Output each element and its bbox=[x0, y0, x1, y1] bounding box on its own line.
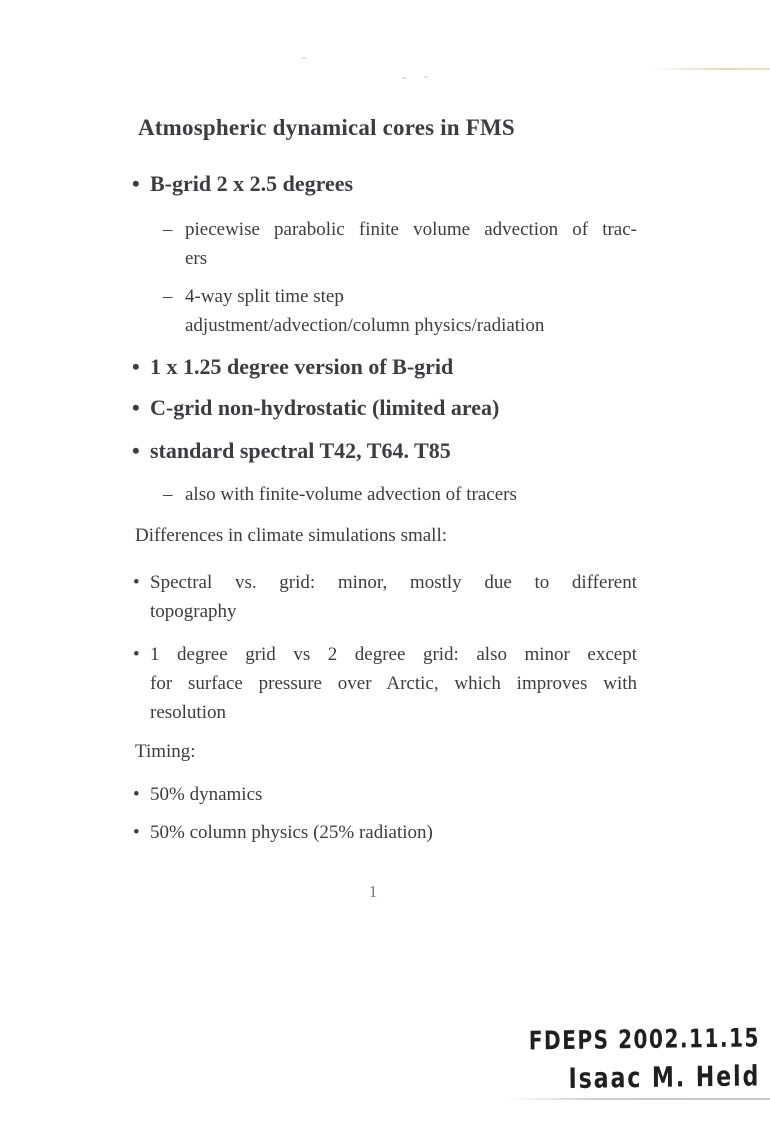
bullet-icon: • bbox=[133, 784, 140, 805]
bullet-item bbox=[133, 568, 637, 626]
handwritten-note bbox=[529, 1022, 761, 1098]
paragraph bbox=[135, 522, 637, 550]
dash-icon: – bbox=[163, 219, 173, 240]
dash-item bbox=[163, 215, 637, 273]
dash-icon: – bbox=[163, 286, 173, 307]
dash-text-line: piecewise parabolic finite volume advection of trac- bbox=[185, 219, 637, 240]
handwritten-event-date: FDEPS 2002.11.15 bbox=[528, 1023, 761, 1056]
bullet-text: 50% dynamics bbox=[150, 784, 263, 805]
bullet-text-line: resolution bbox=[150, 702, 226, 723]
dash-text-line: 4-way split time step bbox=[185, 286, 344, 307]
bullet-icon: • bbox=[133, 822, 140, 843]
dash-icon: – bbox=[163, 484, 173, 505]
bullet-text: C-grid non-hydrostatic (limited area) bbox=[150, 395, 500, 420]
bullet-icon: • bbox=[132, 171, 140, 196]
bullet-text: 50% column physics (25% radiation) bbox=[150, 822, 433, 843]
handwritten-author-name: Isaac M. Held bbox=[568, 1061, 761, 1096]
bullet-item bbox=[133, 818, 637, 847]
page-number: 1 bbox=[368, 882, 378, 901]
bullet-text: standard spectral T42, T64. T85 bbox=[150, 438, 451, 463]
dash-text-line: also with finite-volume advection of tracers bbox=[185, 484, 517, 505]
bullet-icon: • bbox=[132, 438, 140, 463]
bullet-item bbox=[133, 780, 637, 809]
bullet-icon: • bbox=[133, 572, 140, 593]
paragraph bbox=[135, 738, 637, 766]
bullet-icon: • bbox=[132, 395, 140, 420]
bullet-text: B-grid 2 x 2.5 degrees bbox=[150, 171, 354, 196]
dash-item bbox=[163, 480, 637, 509]
bullet-icon: • bbox=[133, 644, 140, 665]
dash-item bbox=[163, 282, 637, 340]
bullet-item bbox=[132, 437, 650, 465]
bullet-text-line: Spectral vs. grid: minor, mostly due to different bbox=[150, 572, 637, 593]
scan-artifact-underline bbox=[505, 1098, 770, 1100]
bullet-text-line: for surface pressure over Arctic, which improves with bbox=[150, 673, 637, 694]
bullet-text-line: 1 degree grid vs 2 degree grid: also minor except bbox=[150, 644, 637, 665]
paragraph-text: Differences in climate simulations small: bbox=[135, 525, 448, 546]
dash-text-line: ers bbox=[185, 248, 208, 269]
paragraph-text: Timing: bbox=[135, 741, 196, 762]
bullet-item bbox=[133, 640, 637, 727]
slide-title: Atmospheric dynamical cores in FMS bbox=[138, 115, 515, 140]
bullet-item bbox=[132, 394, 650, 422]
bullet-icon: • bbox=[132, 354, 140, 379]
bullet-text-line: topography bbox=[150, 601, 237, 622]
bullet-item bbox=[132, 170, 650, 198]
bullet-item bbox=[132, 353, 650, 381]
bullet-text: 1 x 1.25 degree version of B-grid bbox=[150, 354, 454, 379]
dash-text-line: adjustment/advection/column physics/radiation bbox=[185, 315, 545, 336]
